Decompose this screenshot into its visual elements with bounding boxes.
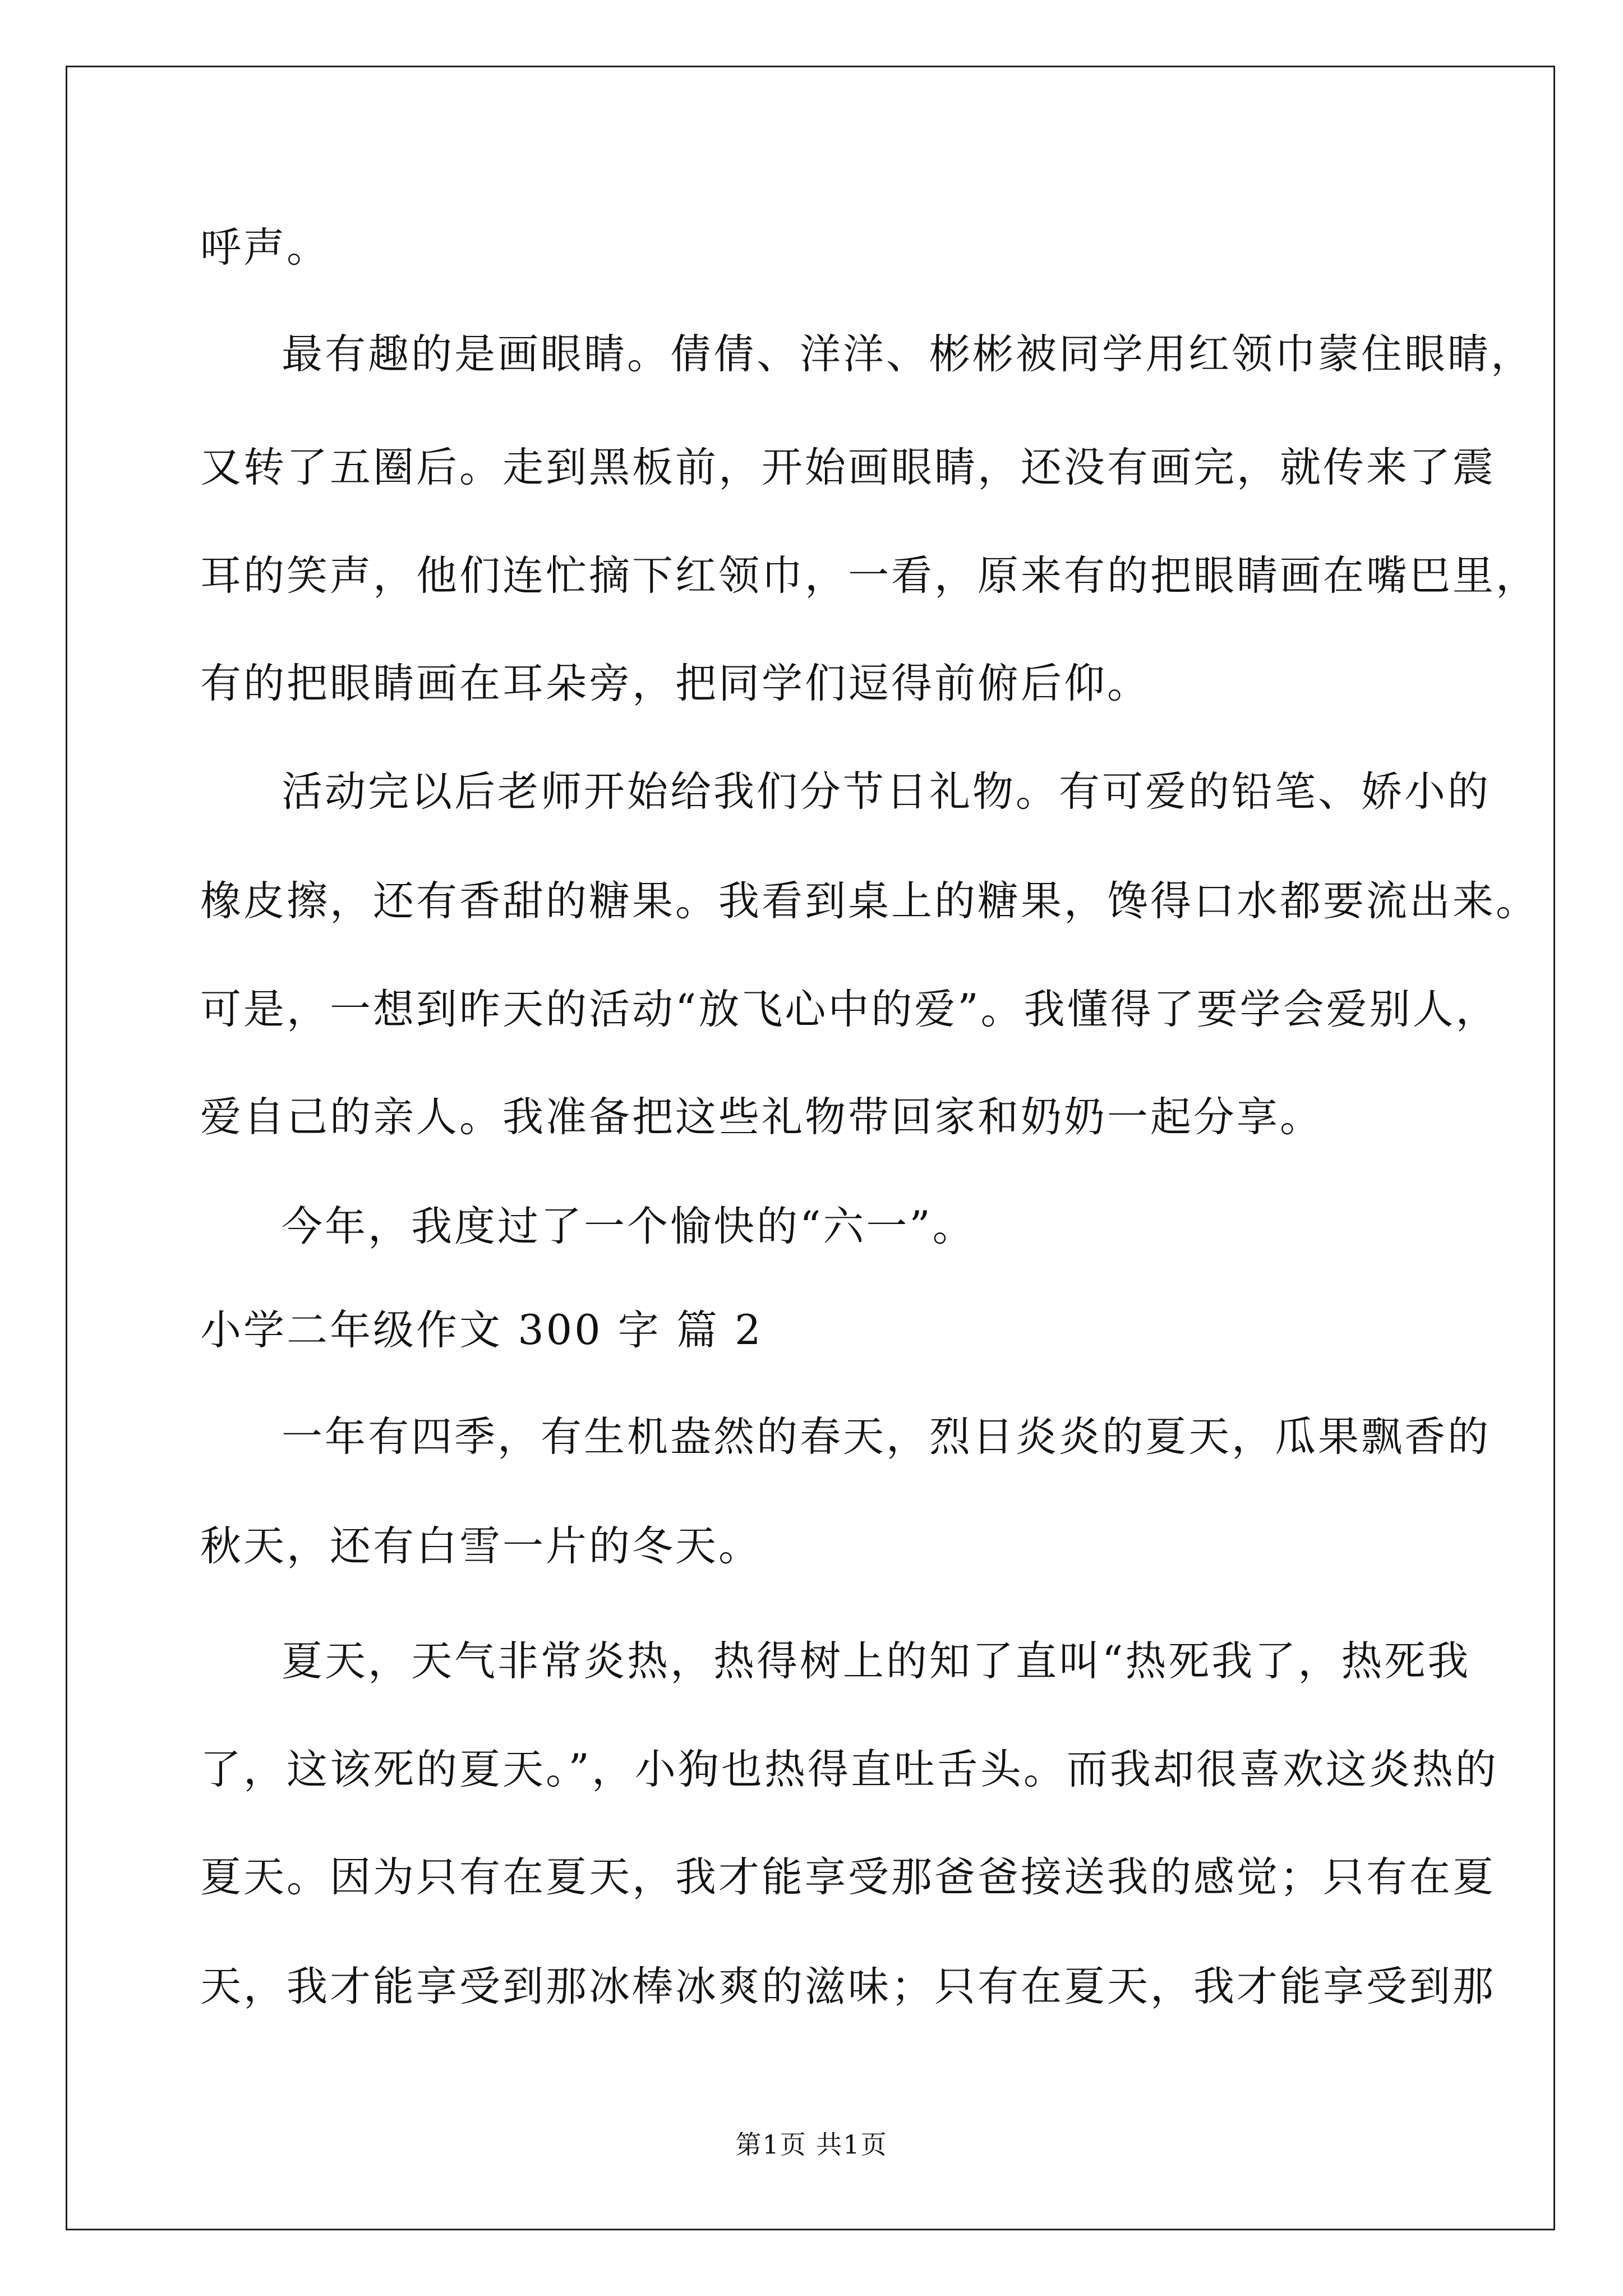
text-line-16: 夏天。因为只有在夏天，我才能享受那爸爸接送我的感觉；只有在夏 [200,1853,1496,1901]
text-line-3: 又转了五圈后。走到黑板前，开始画眼睛，还没有画完，就传来了震 [200,444,1496,491]
text-line-12: 一年有四季，有生机盎然的春天，烈日炎炎的夏天，瓜果飘香的 [282,1413,1491,1461]
text-line-13: 秋天，还有白雪一片的冬天。 [200,1522,762,1570]
page-border [66,66,1555,2230]
text-line-17: 天，我才能享受到那冰棒冰爽的滋味；只有在夏天，我才能享受到那 [200,1963,1496,2010]
section-heading: 小学二年级作文 300 字 篇 2 [200,1306,763,1354]
text-line-14: 夏天，天气非常炎热，热得树上的知了直叫“热死我了，热死我 [282,1637,1471,1685]
text-line-10: 今年，我度过了一个愉快的“六一”。 [282,1203,976,1250]
text-line-8: 可是，一想到昨天的活动“放飞心中的爱”。我懂得了要学会爱别人， [200,986,1499,1033]
text-line-15: 了，这该死的夏天。”，小狗也热得直吐舌头。而我却很喜欢这炎热的 [200,1746,1498,1793]
page-footer: 第1页 共1页 [735,2129,888,2160]
text-line-2: 最有趣的是画眼睛。倩倩、洋洋、彬彬被同学用红领巾蒙住眼睛， [282,330,1534,378]
text-line-1: 呼声。 [200,224,330,272]
text-line-4: 耳的笑声，他们连忙摘下红领巾，一看，原来有的把眼睛画在嘴巴里， [200,552,1539,600]
text-line-7: 橡皮擦，还有香甜的糖果。我看到桌上的糖果，馋得口水都要流出来。 [200,877,1539,925]
text-line-9: 爱自己的亲人。我准备把这些礼物带回家和奶奶一起分享。 [200,1093,1323,1141]
text-line-6: 活动完以后老师开始给我们分节日礼物。有可爱的铅笔、娇小的 [282,768,1491,816]
text-line-5: 有的把眼睛画在耳朵旁，把同学们逗得前俯后仰。 [200,660,1150,707]
